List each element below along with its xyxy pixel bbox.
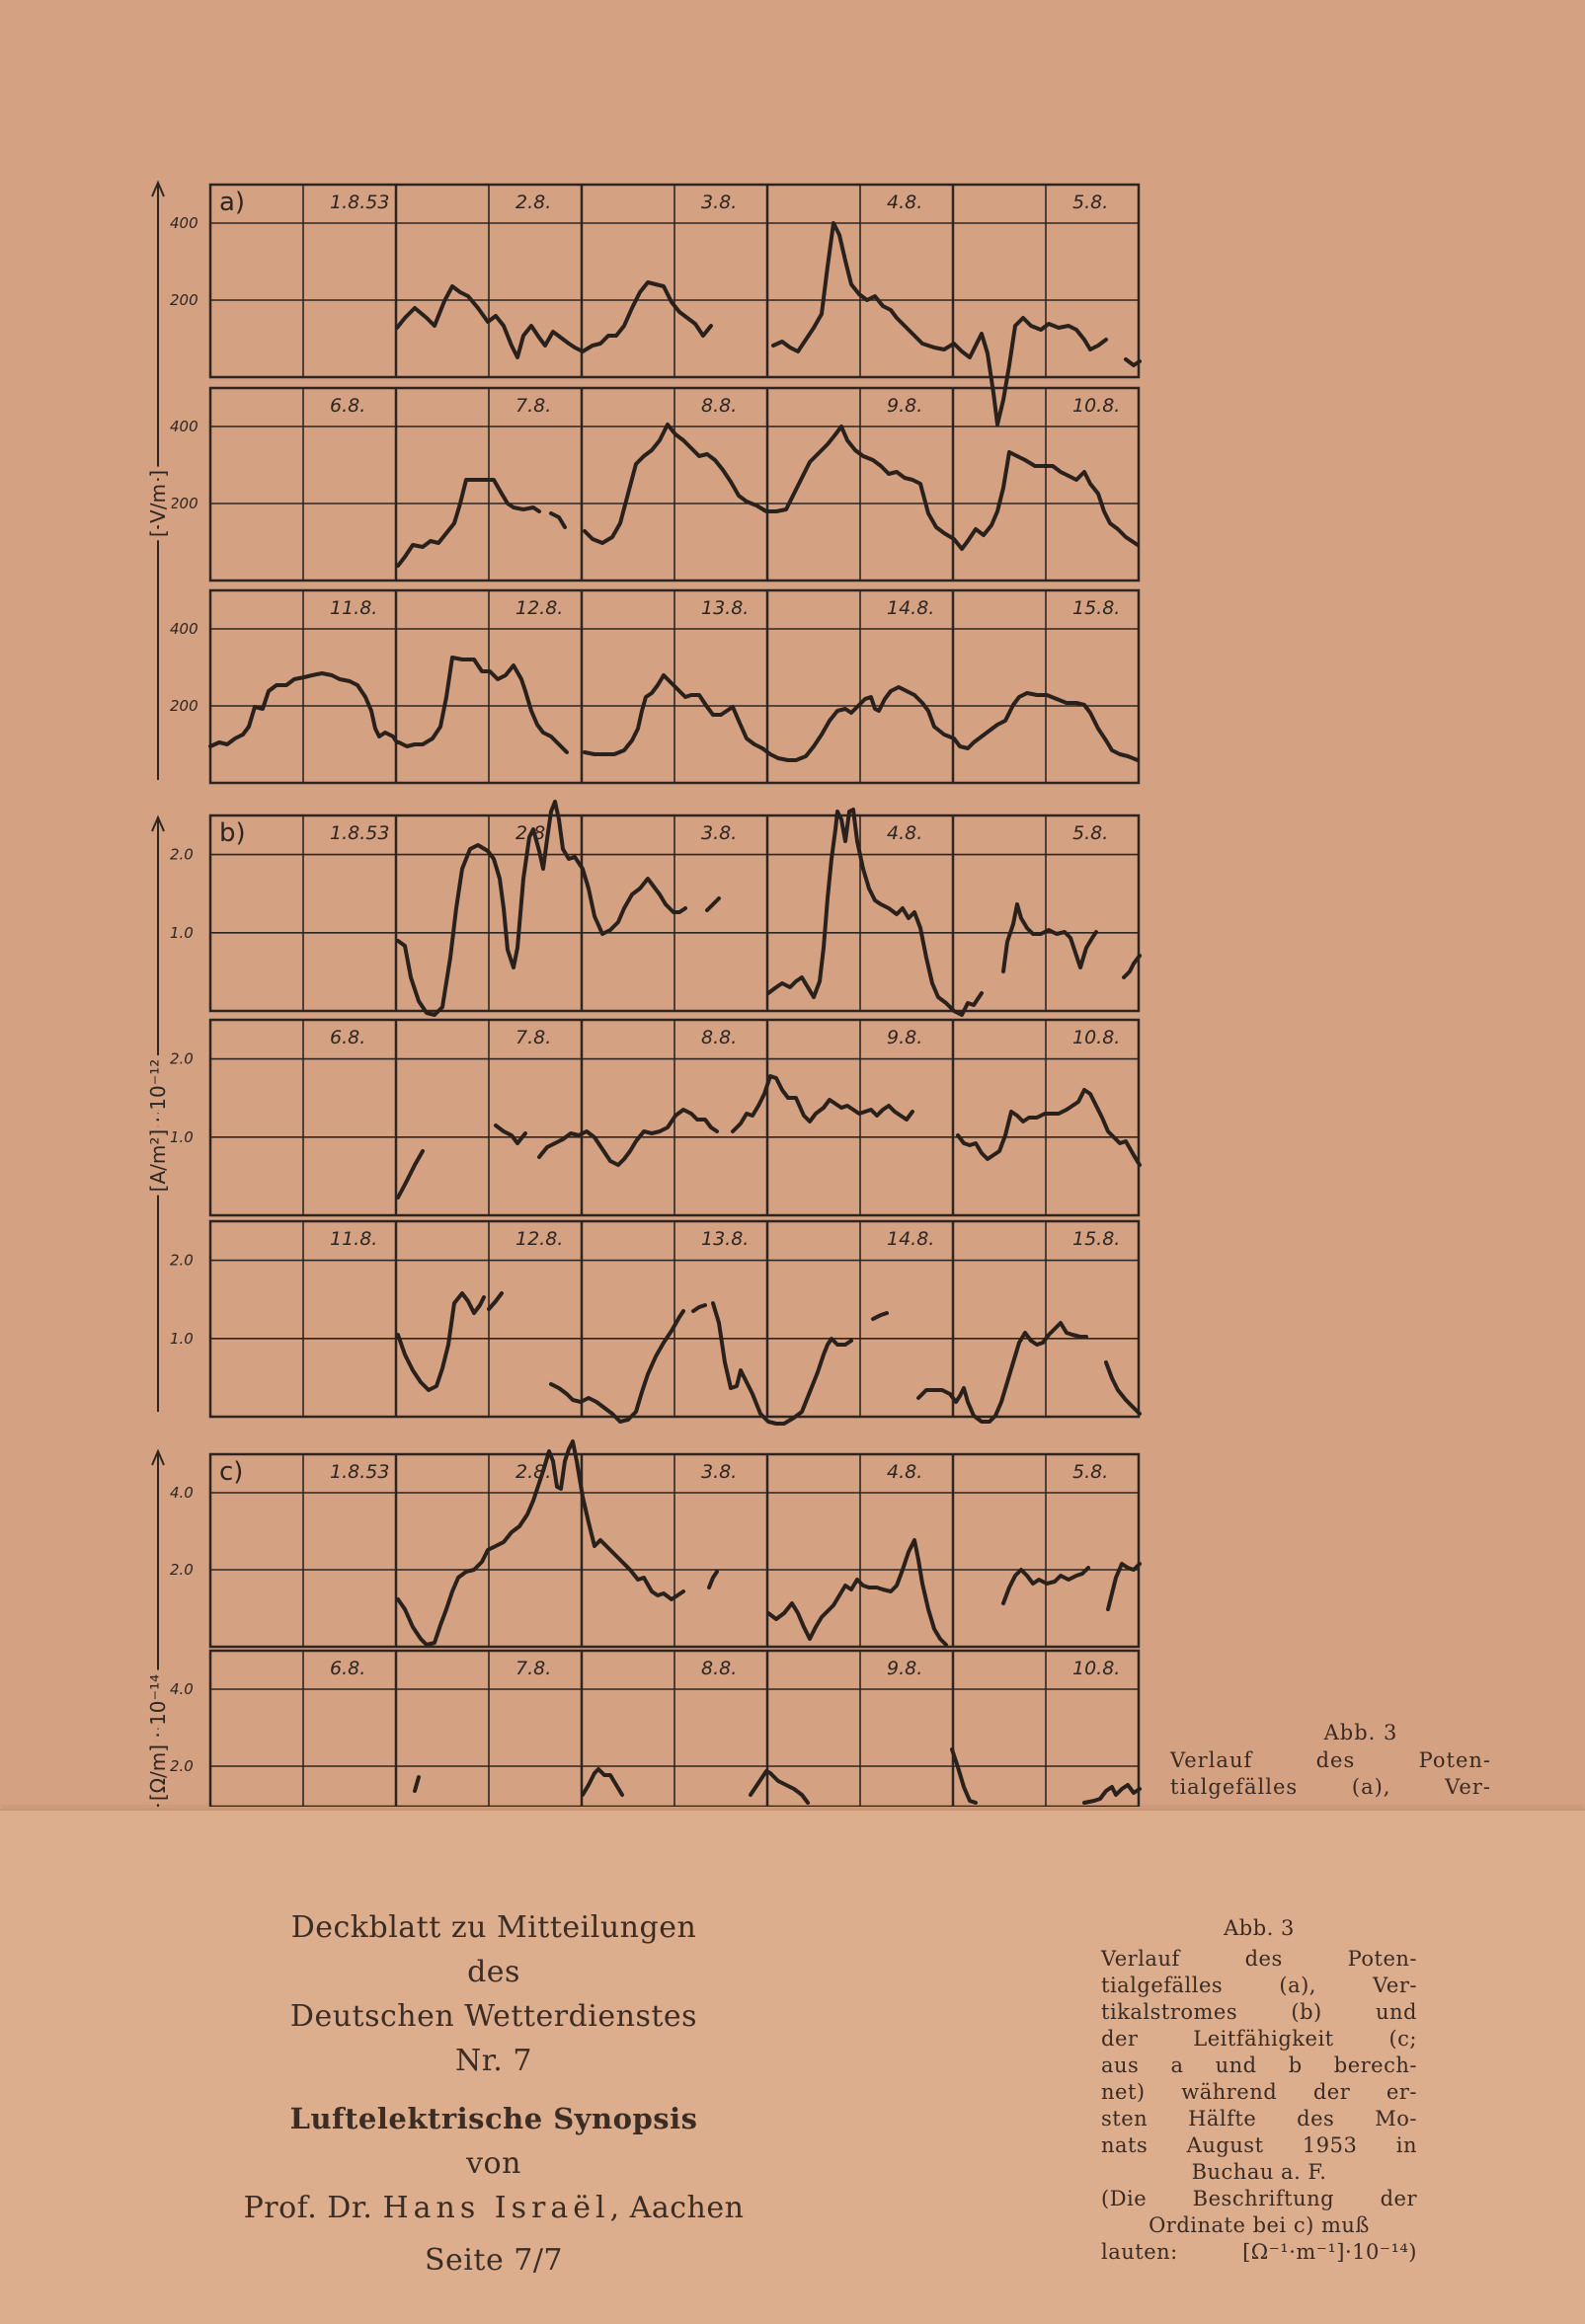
cover-caption-line-5: aus a und b berech- — [1101, 2053, 1417, 2077]
data-trace — [773, 223, 1106, 425]
tick-label-c-mid: 2.0 — [170, 1561, 194, 1579]
data-trace — [1106, 1362, 1140, 1414]
data-trace — [707, 898, 719, 910]
cover-caption-line-11: Ordinate bei c) muß — [1149, 2213, 1370, 2237]
cover-caption-line-12: lauten: [Ω⁻¹·m⁻¹]·10⁻¹⁴) — [1101, 2240, 1417, 2264]
date-label: 1.8.53 — [330, 192, 390, 213]
data-trace — [398, 480, 539, 566]
cover-von: von — [466, 2146, 521, 2181]
data-trace — [585, 425, 1138, 549]
cover-line-3: Deutschen Wetterdienstes — [289, 1999, 698, 2034]
side-caption-title: Abb. 3 — [1323, 1721, 1398, 1744]
cover-caption-line-10: (Die Beschriftung der — [1101, 2187, 1417, 2210]
date-label: 3.8. — [701, 1461, 738, 1483]
data-trace — [768, 810, 982, 1015]
date-label: 9.8. — [887, 1027, 923, 1048]
date-label: 10.8. — [1072, 395, 1121, 417]
tick-label-a-top: 400 — [170, 418, 198, 435]
cover-caption-line-7: sten Hälfte des Mo- — [1101, 2107, 1417, 2130]
tick-label-a-mid: 200 — [170, 697, 198, 715]
date-label: 8.8. — [701, 395, 738, 417]
date-label: 5.8. — [1072, 1461, 1109, 1483]
date-label: 2.8. — [515, 1461, 552, 1483]
tick-label-c-top: 4.0 — [170, 1680, 194, 1698]
data-trace — [397, 282, 711, 357]
side-caption-line-2: tialgefälles (a), Ver- — [1170, 1775, 1491, 1799]
date-label: 10.8. — [1072, 1658, 1121, 1679]
tick-label-b-mid: 1.0 — [170, 1329, 194, 1348]
data-trace — [1084, 1785, 1140, 1803]
cover-caption-line-2: tialgefälles (a), Ver- — [1101, 1974, 1417, 1997]
data-trace — [583, 1769, 622, 1795]
date-label: 13.8. — [701, 597, 750, 619]
date-label: 4.8. — [887, 822, 923, 844]
author-prefix: Prof. Dr. — [243, 2191, 373, 2225]
date-label: 4.8. — [887, 1461, 923, 1483]
date-label: 9.8. — [887, 395, 923, 417]
tick-label-c-mid: 2.0 — [170, 1757, 194, 1775]
date-label: 5.8. — [1072, 822, 1109, 844]
cover-caption-line-1: Verlauf des Poten- — [1101, 1947, 1417, 1971]
axis-c-label: [Ω/m] · 10⁻¹⁴ — [146, 1673, 170, 1802]
data-trace — [693, 1305, 705, 1311]
tick-label-a-top: 400 — [170, 620, 198, 638]
data-trace — [751, 1771, 808, 1803]
cover-author — [158, 2186, 830, 2230]
tick-label-a-mid: 200 — [170, 495, 198, 512]
panel-label-c: c) — [219, 1457, 244, 1487]
date-label: 2.8. — [515, 192, 552, 213]
date-label: 7.8. — [515, 1027, 552, 1048]
tick-label-a-top: 400 — [170, 214, 198, 232]
date-label: 1.8.53 — [330, 1461, 390, 1483]
date-label: 15.8. — [1072, 1228, 1121, 1250]
axis-b-label: [A/m²] · 10⁻¹² — [146, 1058, 170, 1193]
date-label: 7.8. — [515, 1658, 552, 1679]
cover-caption-line-6: net) während der er- — [1101, 2080, 1417, 2104]
data-trace — [958, 1090, 1140, 1165]
cover-line-2: des — [467, 1955, 520, 1989]
data-trace — [496, 1125, 525, 1143]
tick-label-c-top: 4.0 — [170, 1484, 194, 1502]
date-label: 11.8. — [330, 597, 378, 619]
cover-caption-line-3: tikalstromes (b) und — [1101, 2000, 1417, 2024]
side-caption-line-1: Verlauf des Poten- — [1170, 1748, 1491, 1772]
author-name: Hans Israël — [382, 2191, 610, 2225]
cover-caption — [1101, 1915, 1417, 2266]
data-trace — [713, 1303, 851, 1424]
data-trace — [873, 1313, 887, 1319]
cover-caption-line-4: der Leitfähigkeit (c; — [1101, 2027, 1417, 2051]
date-label: 14.8. — [887, 1228, 935, 1250]
data-trace — [551, 1311, 683, 1422]
tick-label-b-top: 2.0 — [170, 845, 194, 864]
date-label: 14.8. — [887, 597, 935, 619]
date-label: 1.8.53 — [330, 822, 390, 844]
data-trace — [399, 658, 567, 752]
data-trace — [709, 1572, 717, 1588]
cover-page: Seite 7/7 — [424, 2243, 564, 2278]
data-trace — [585, 675, 1138, 760]
date-label: 12.8. — [515, 597, 564, 619]
data-trace — [415, 1777, 419, 1791]
data-trace — [489, 1293, 502, 1309]
cover-caption-line-8: nats August 1953 in — [1101, 2133, 1417, 2157]
panel-label-a: a) — [219, 188, 246, 217]
date-label: 7.8. — [515, 395, 552, 417]
date-label: 8.8. — [701, 1027, 738, 1048]
data-trace — [733, 1076, 912, 1131]
tick-label-a-mid: 200 — [170, 291, 198, 309]
cover-line-1: Deckblatt zu Mitteilungen — [290, 1910, 697, 1945]
date-label: 11.8. — [330, 1228, 378, 1250]
data-trace — [398, 1293, 484, 1390]
axis-a-label: [ V/m ] — [146, 469, 170, 538]
tick-label-b-mid: 1.0 — [170, 1127, 194, 1146]
tick-label-b-top: 2.0 — [170, 1049, 194, 1068]
date-label: 8.8. — [701, 1658, 738, 1679]
tick-label-b-top: 2.0 — [170, 1251, 194, 1270]
cover-text — [158, 1905, 830, 2283]
date-label: 6.8. — [330, 1027, 366, 1048]
data-trace — [398, 1151, 423, 1198]
date-label: 9.8. — [887, 1658, 923, 1679]
date-label: 5.8. — [1072, 192, 1109, 213]
cover-caption-line-9: Buchau a. F. — [1191, 2160, 1327, 2184]
cover-title: Luftelektrische Synopsis — [289, 2102, 698, 2135]
date-label: 2.8. — [515, 822, 552, 844]
author-place: , Aachen — [609, 2191, 745, 2225]
tick-label-b-mid: 1.0 — [170, 923, 194, 942]
data-trace — [551, 513, 565, 527]
date-label: 3.8. — [701, 192, 738, 213]
data-trace — [1108, 1564, 1140, 1609]
cover-line-4: Nr. 7 — [455, 2044, 532, 2078]
date-label: 13.8. — [701, 1228, 750, 1250]
date-label: 10.8. — [1072, 1027, 1121, 1048]
date-label: 6.8. — [330, 1658, 366, 1679]
date-label: 15.8. — [1072, 597, 1121, 619]
data-trace — [1003, 904, 1096, 971]
date-label: 3.8. — [701, 822, 738, 844]
data-trace — [952, 1749, 976, 1803]
cover-caption-title: Abb. 3 — [1224, 1916, 1295, 1940]
data-trace — [768, 1540, 946, 1645]
date-label: 4.8. — [887, 192, 923, 213]
data-trace — [1124, 956, 1140, 977]
date-label: 6.8. — [330, 395, 366, 417]
panel-label-b: b) — [219, 818, 246, 848]
date-label: 12.8. — [515, 1228, 564, 1250]
